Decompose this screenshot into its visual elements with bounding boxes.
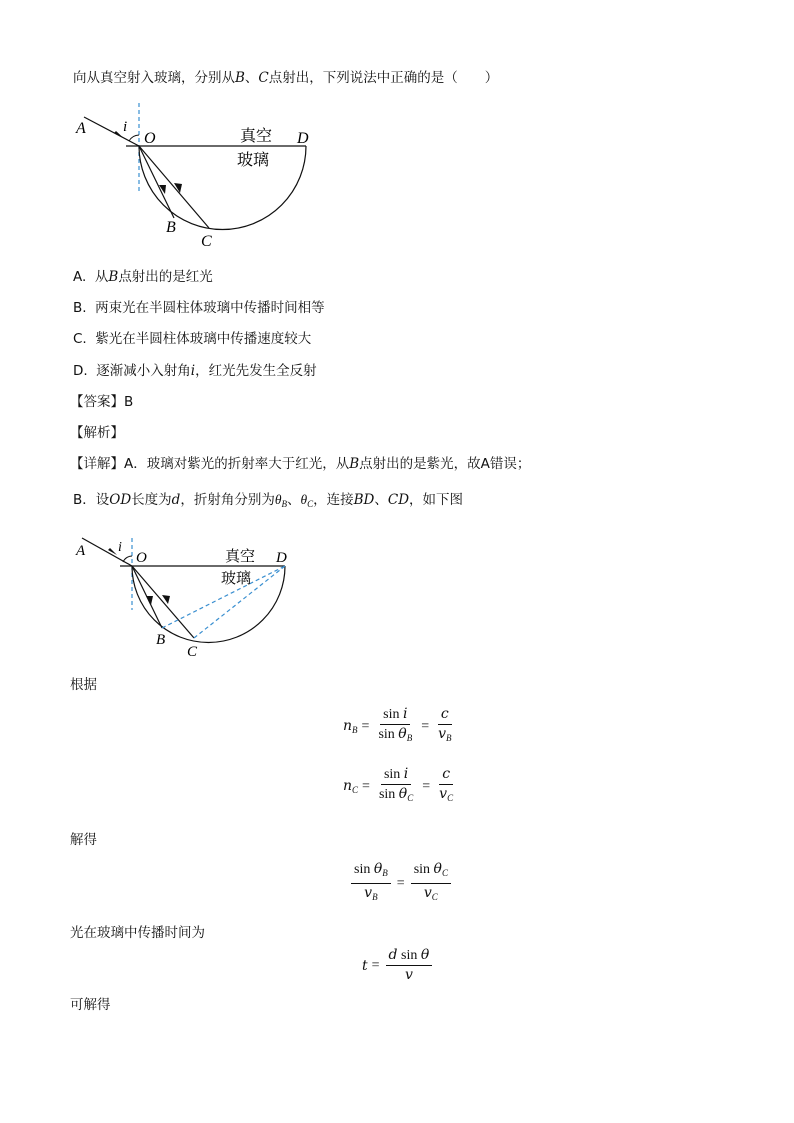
label-o: O <box>144 130 156 147</box>
refraction-diagram-1 <box>70 95 330 255</box>
text-time: 光在玻璃中传播时间为 <box>70 925 205 941</box>
svg-text:真空: 真空 <box>225 547 256 565</box>
option-c: C. 紫光在半圆柱体玻璃中传播速度较大 <box>73 331 312 347</box>
equation-nb: $n_B$ = $\frac{\text{sin i}}{\sin \theta_B}$ = $\frac{c}{v_B}$ <box>343 706 452 743</box>
svg-text:D: D <box>276 550 287 566</box>
svg-text:玻璃: 玻璃 <box>221 569 252 587</box>
refracted-ray-b <box>139 146 174 218</box>
incident-ray <box>84 117 139 146</box>
label-b: B <box>166 219 176 236</box>
detail-paragraph-1: 【详解】A．玻璃对紫光的折射率大于红光，从B点射出的是紫光，故A错误； <box>70 456 531 472</box>
option-d: D. 逐渐减小入射角i，红光先发生全反射 <box>73 363 317 379</box>
svg-text:O: O <box>136 550 147 566</box>
svg-text:i: i <box>118 540 122 555</box>
option-a: A. 从B点射出的是红光 <box>73 269 213 285</box>
svg-text:C: C <box>187 644 198 660</box>
text-basis: 根据 <box>70 677 97 693</box>
label-i: i <box>123 119 128 135</box>
svg-text:B: B <box>156 632 166 648</box>
label-vacuum: 真空 <box>240 126 273 145</box>
equation-time: t = $\frac{\text{d sin θ}}{v}$ <box>362 947 434 984</box>
text-solve: 解得 <box>70 832 97 848</box>
answer-line: 【答案】B <box>70 394 134 410</box>
label-glass: 玻璃 <box>237 150 270 169</box>
detail-paragraph-2: B．设OD长度为d，折射角分别为$\theta_B$、$\theta_C$，连接BD、CD，如下图 <box>73 492 464 509</box>
label-c: C <box>201 233 212 250</box>
analysis-heading: 【解析】 <box>70 425 124 441</box>
svg-text:A: A <box>76 543 86 559</box>
equation-ratio: $\frac{\sin \theta_B}{v_B}$ = $\frac{\sin \theta_C}{v_C}$ <box>349 861 453 906</box>
equation-nc: $n_C$ = $\frac{\text{sin i}}{\sin \theta_C}$ = $\frac{c}{v_C}$ <box>343 766 454 803</box>
option-b: B. 两束光在半圆柱体玻璃中传播时间相等 <box>73 300 325 316</box>
label-d: D <box>297 130 309 147</box>
text-final: 可解得 <box>70 997 111 1013</box>
label-a: A <box>76 120 86 137</box>
incident-ray <box>82 538 132 566</box>
refraction-diagram-2 <box>70 530 310 665</box>
question-stem: 向从真空射入玻璃，分别从B、C点射出，下列说法中正确的是（ ） <box>73 70 499 86</box>
